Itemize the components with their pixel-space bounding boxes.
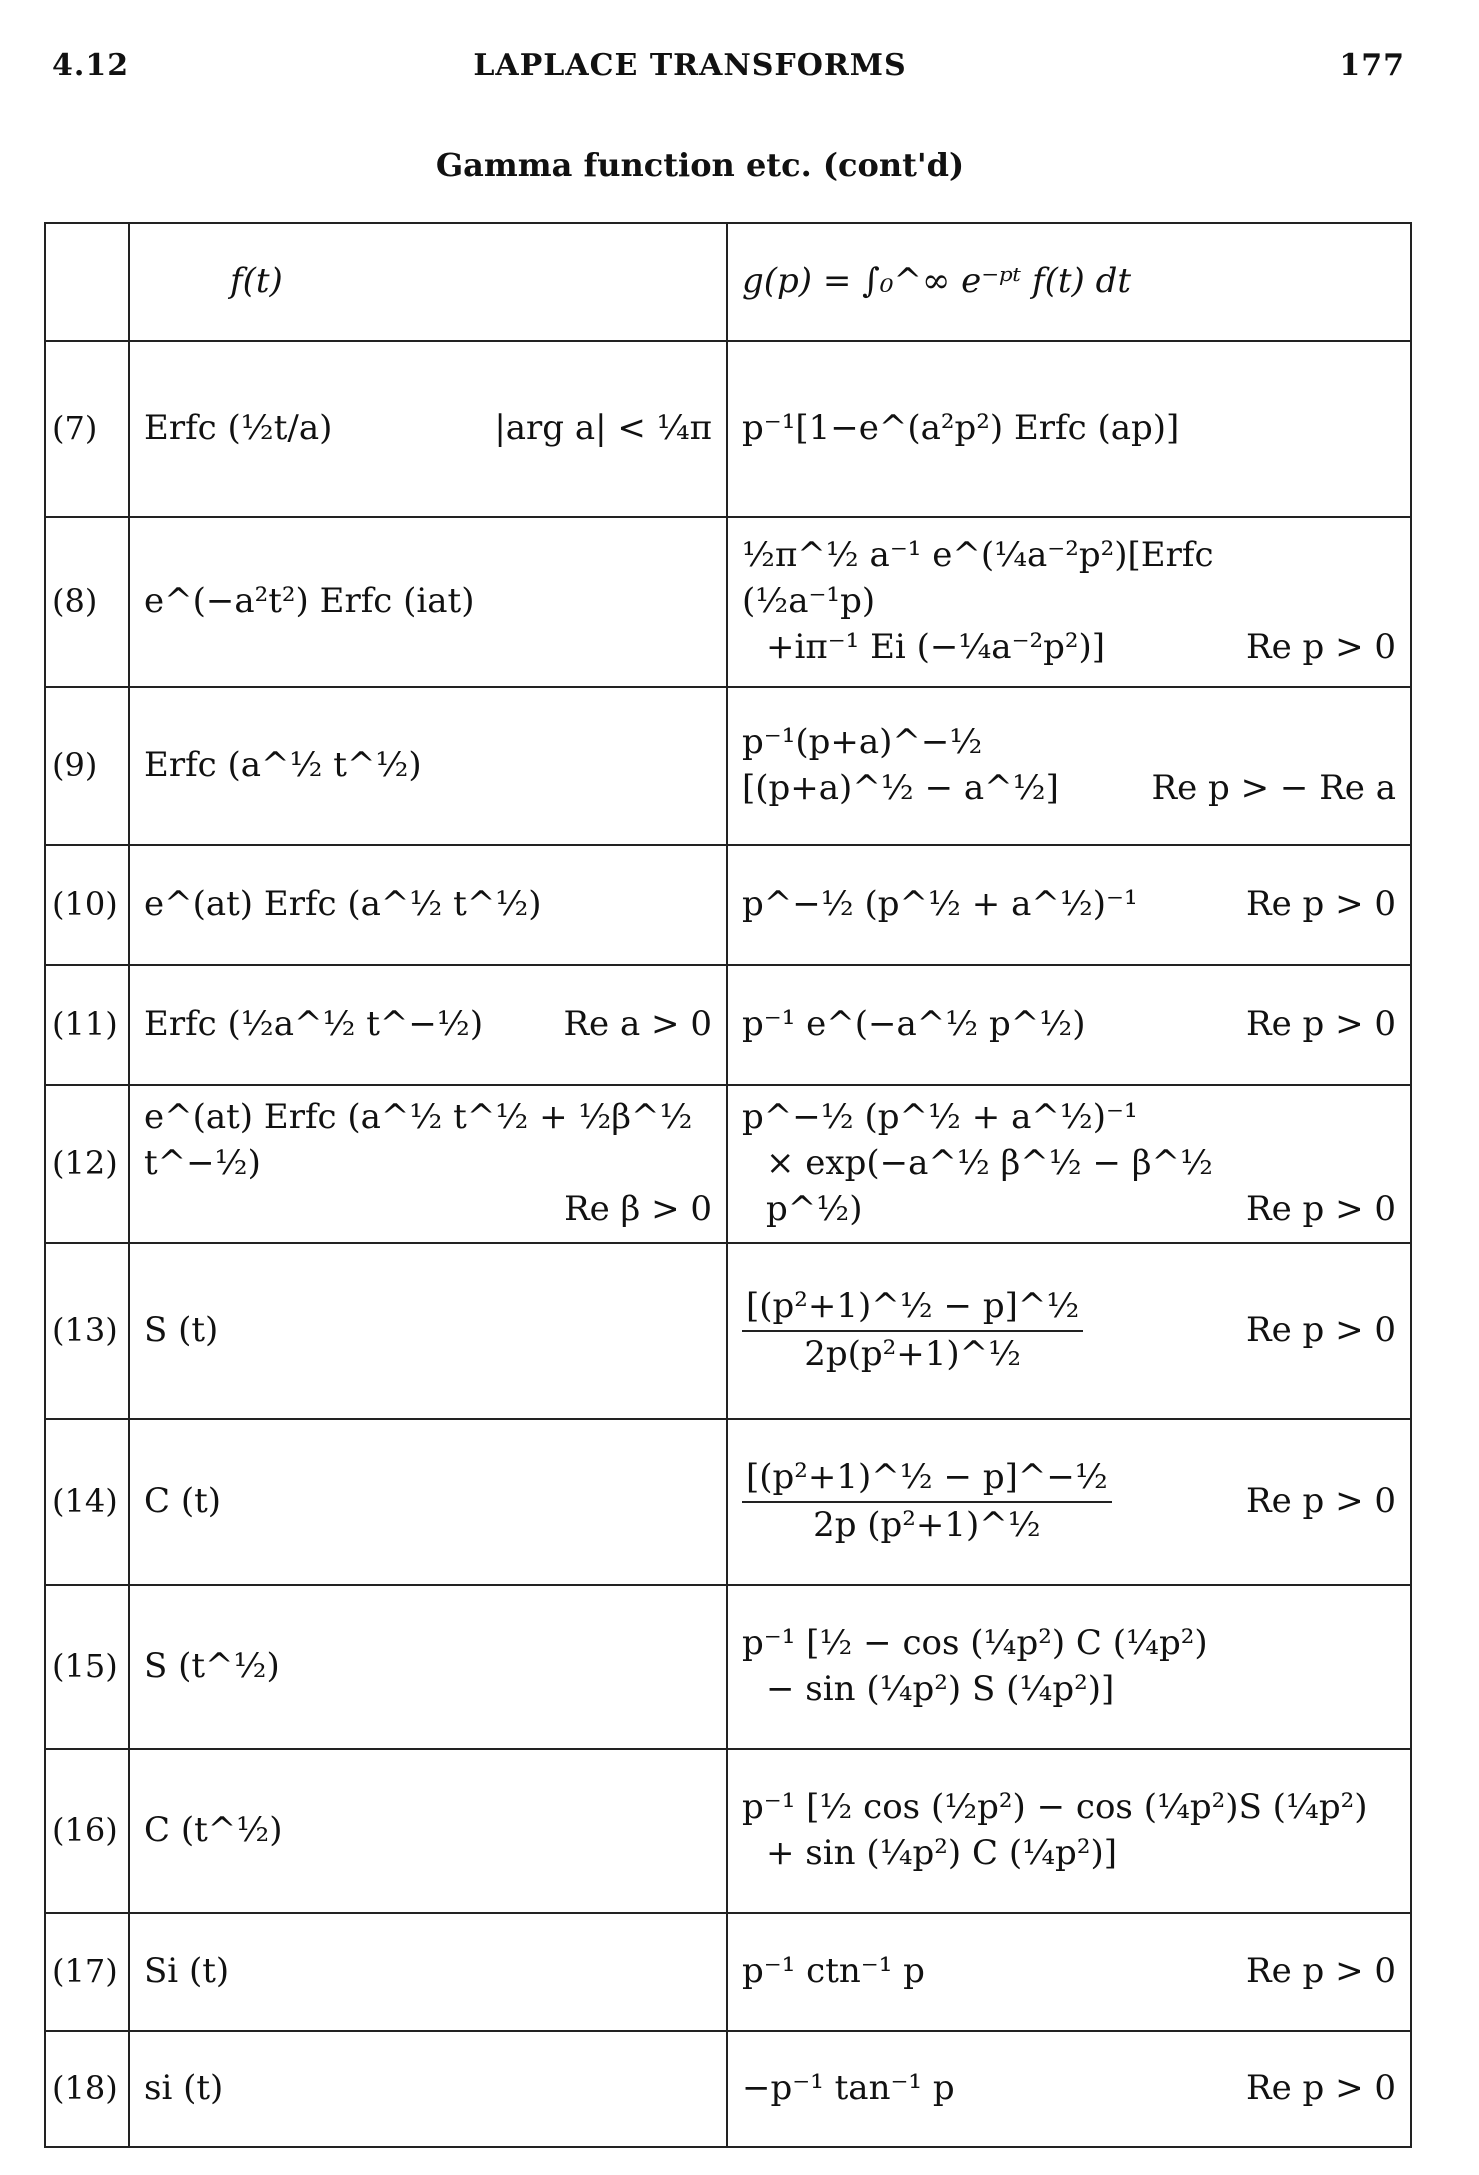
g-wrap: [742, 2066, 1396, 2112]
page-title: Gamma function etc. (cont'd): [435, 146, 965, 184]
g-line: × exp(−a^½ β^½ − β^½ p^½): [766, 1143, 1213, 1229]
f-wrap: [144, 1308, 712, 1354]
g-wrap: [742, 1002, 1396, 1048]
f-expression: S (t^½): [144, 1646, 280, 1687]
g-header: g(p) = ∫₀^∞ e⁻ᵖᵗ f(t) dt: [727, 223, 1411, 341]
f-expression: Erfc (a^½ t^½): [144, 745, 422, 786]
f-expression: Erfc (½t/a): [144, 408, 333, 449]
g-wrap: [742, 720, 1396, 812]
f-condition: Re β > 0: [564, 1188, 712, 1229]
g-condition: Re p > 0: [1245, 1004, 1396, 1045]
g-expression: [742, 1455, 1112, 1549]
g-expression: [742, 533, 1246, 671]
g-condition: Re p > 0: [1245, 1310, 1396, 1351]
g-numerator: [(p²+1)^½ − p]^−½: [742, 1455, 1112, 1503]
f-condition: Re a > 0: [563, 1004, 712, 1045]
table-row: [45, 1085, 1411, 1243]
g-expression: [742, 882, 1138, 928]
f-cell: [129, 2031, 727, 2147]
g-cell: [727, 2031, 1411, 2147]
g-condition: Re p > 0: [1245, 884, 1396, 925]
f-cell: [129, 1085, 727, 1243]
g-expression: [742, 2066, 955, 2112]
g-cell: [727, 845, 1411, 965]
g-line: p⁻¹[1−e^(a²p²) Erfc (ap)]: [742, 408, 1180, 449]
g-wrap: [742, 1455, 1396, 1549]
g-expression: [742, 1785, 1368, 1877]
entry-number: (18): [45, 2031, 129, 2147]
g-denominator: 2p(p²+1)^½: [804, 1334, 1022, 1374]
f-cell: [129, 1749, 727, 1913]
table-row: [45, 1913, 1411, 2031]
g-fraction: [742, 1284, 1083, 1378]
f-cell: [129, 965, 727, 1085]
g-line: p⁻¹ e^(−a^½ p^½): [742, 1004, 1086, 1045]
g-line: ½π^½ a⁻¹ e^(¼a⁻²p²)[Erfc (½a⁻¹p): [742, 535, 1214, 622]
entry-number: (8): [45, 517, 129, 687]
g-cell: [727, 965, 1411, 1085]
f-wrap: [144, 1808, 712, 1854]
f-expression: Si (t): [144, 1951, 230, 1992]
entry-number: (13): [45, 1243, 129, 1419]
f-wrap: [144, 1644, 712, 1690]
g-line: p⁻¹ ctn⁻¹ p: [742, 1951, 925, 1992]
g-line: − sin (¼p²) S (¼p²)]: [766, 1669, 1115, 1709]
g-wrap: [742, 882, 1396, 928]
table-row: [45, 965, 1411, 1085]
g-cell: [727, 1585, 1411, 1749]
g-cell: [727, 517, 1411, 687]
g-cell: [727, 687, 1411, 845]
f-wrap: [144, 1095, 712, 1233]
g-wrap: [742, 1785, 1396, 1877]
entry-number: (17): [45, 1913, 129, 2031]
g-condition: Re p > 0: [1245, 1188, 1396, 1229]
f-cell: [129, 341, 727, 517]
g-condition: Re p > 0: [1245, 626, 1396, 667]
f-wrap: [144, 1479, 712, 1525]
f-wrap: [144, 406, 712, 452]
g-line: p⁻¹ [½ cos (½p²) − cos (¼p²)S (¼p²): [742, 1787, 1368, 1828]
f-expression: e^(at) Erfc (a^½ t^½): [144, 884, 542, 925]
g-expression: [742, 1095, 1246, 1233]
g-line: + sin (¼p²) C (¼p²)]: [766, 1833, 1117, 1873]
g-condition: Re p > 0: [1245, 1951, 1396, 1992]
table-row: [45, 1585, 1411, 1749]
f-cell: [129, 517, 727, 687]
g-wrap: [742, 533, 1396, 671]
entry-number: (12): [45, 1085, 129, 1243]
g-cell: [727, 1243, 1411, 1419]
f-expression: C (t): [144, 1481, 222, 1522]
g-cell: [727, 341, 1411, 517]
g-wrap: [742, 1621, 1396, 1713]
g-wrap: [742, 1949, 1396, 1995]
g-cell: [727, 1913, 1411, 2031]
g-expression: [742, 1284, 1083, 1378]
f-wrap: [144, 2066, 712, 2112]
g-line: p⁻¹(p+a)^−½ [(p+a)^½ − a^½]: [742, 722, 1059, 808]
table-row: [45, 687, 1411, 845]
g-cell: [727, 1085, 1411, 1243]
entry-number: (10): [45, 845, 129, 965]
f-wrap: [144, 1949, 712, 1995]
g-line: −p⁻¹ tan⁻¹ p: [742, 2068, 955, 2109]
f-expression: S (t): [144, 1310, 219, 1351]
g-cell: [727, 1419, 1411, 1585]
f-header: f(t): [129, 223, 727, 341]
g-expression: [742, 1002, 1086, 1048]
g-line: +iπ⁻¹ Ei (−¼a⁻²p²)]: [766, 626, 1106, 667]
table-row: [45, 1243, 1411, 1419]
g-fraction: [742, 1455, 1112, 1549]
table-row: [45, 1749, 1411, 1913]
g-numerator: [(p²+1)^½ − p]^½: [742, 1284, 1083, 1332]
entry-number: (14): [45, 1419, 129, 1585]
f-cell: [129, 1243, 727, 1419]
table-row: [45, 341, 1411, 517]
f-cell: [129, 845, 727, 965]
g-expression: [742, 1621, 1208, 1713]
g-expression: [742, 720, 1152, 812]
f-cell: [129, 1913, 727, 2031]
g-expression: [742, 406, 1179, 452]
g-wrap: [742, 406, 1396, 452]
table-header-row: [45, 223, 1411, 341]
g-wrap: [742, 1284, 1396, 1378]
g-condition: Re p > 0: [1245, 2068, 1396, 2109]
g-cell: [727, 1749, 1411, 1913]
entry-number: (15): [45, 1585, 129, 1749]
f-wrap: [144, 882, 712, 928]
f-cell: [129, 1419, 727, 1585]
table-row: [45, 1419, 1411, 1585]
f-condition: |arg a| < ¼π: [494, 408, 712, 449]
entry-number: (16): [45, 1749, 129, 1913]
f-wrap: [144, 1002, 712, 1048]
g-line: p^−½ (p^½ + a^½)⁻¹: [742, 1097, 1138, 1138]
f-wrap: [144, 579, 712, 625]
page-number: 177: [1339, 48, 1405, 83]
table-row: [45, 517, 1411, 687]
table-row: [45, 845, 1411, 965]
g-condition: Re p > − Re a: [1151, 768, 1396, 808]
num-header-cell: [45, 223, 129, 341]
g-line: p⁻¹ [½ − cos (¼p²) C (¼p²): [742, 1623, 1208, 1664]
f-expression: e^(−a²t²) Erfc (iat): [144, 581, 475, 622]
running-head: LAPLACE TRANSFORMS: [473, 48, 907, 83]
g-denominator: 2p (p²+1)^½: [813, 1505, 1041, 1545]
f-expression: si (t): [144, 2068, 224, 2109]
f-expression: C (t^½): [144, 1810, 283, 1851]
f-wrap: [144, 743, 712, 789]
entry-number: (11): [45, 965, 129, 1085]
table-row: [45, 2031, 1411, 2147]
f-expression: e^(at) Erfc (a^½ t^½ + ½β^½ t^−½): [144, 1097, 693, 1184]
g-expression: [742, 1949, 925, 1995]
f-cell: [129, 1585, 727, 1749]
g-condition: Re p > 0: [1245, 1481, 1396, 1522]
f-cell: [129, 687, 727, 845]
section-number: 4.12: [52, 48, 130, 83]
f-expression: Erfc (½a^½ t^−½): [144, 1004, 484, 1045]
g-wrap: [742, 1095, 1396, 1233]
entry-number: (7): [45, 341, 129, 517]
transform-table: [44, 222, 1412, 2148]
entry-number: (9): [45, 687, 129, 845]
g-line: p^−½ (p^½ + a^½)⁻¹: [742, 884, 1138, 925]
